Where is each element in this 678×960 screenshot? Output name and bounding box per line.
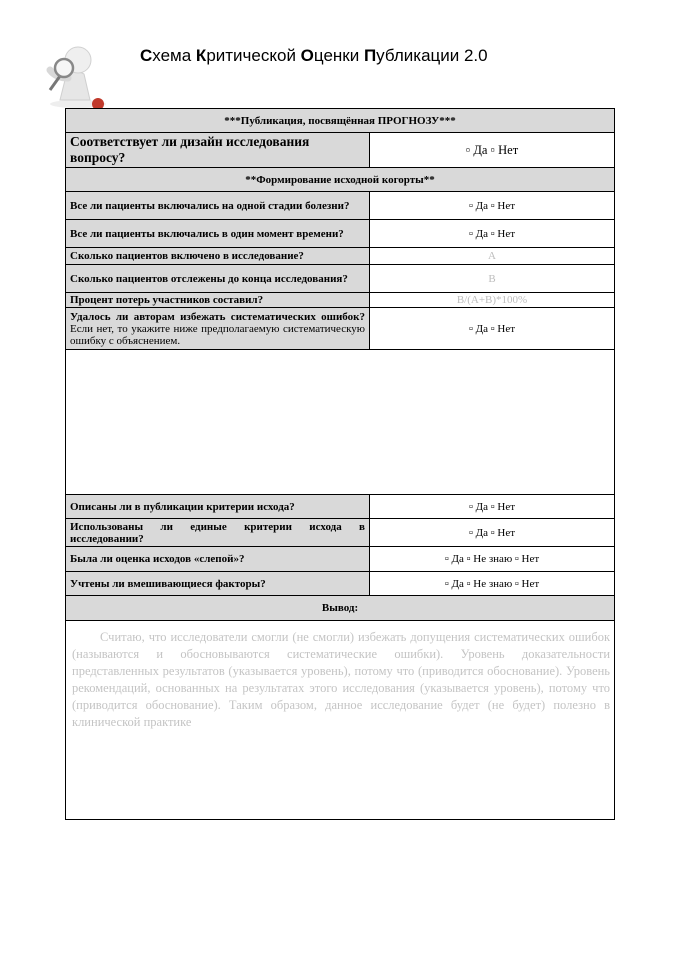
question-design: Соответствует ли дизайн исследования вопросу? — [66, 133, 370, 168]
answer-blind-assessment[interactable]: ▫ Да ▫ Не знаю ▫ Нет — [370, 547, 615, 572]
answer-same-stage[interactable]: ▫ Да ▫ Нет — [370, 192, 615, 220]
section-header-cohort: **Формирование исходной когорты** — [66, 168, 615, 192]
logo-magnifier-figure — [38, 38, 114, 110]
question-patients-followed: Сколько пациентов отслежены до конца исследования? — [66, 265, 370, 293]
conclusion-label: Вывод: — [66, 596, 615, 621]
title-initial-1: К — [195, 46, 207, 65]
question-outcome-criteria: Описаны ли в публикации критерии исхода? — [66, 495, 370, 519]
answer-patients-included[interactable]: A — [370, 248, 615, 265]
section-header-prognosis: ***Публикация, посвящённая ПРОГНОЗУ*** — [66, 109, 615, 133]
question-bias-bold: Удалось ли авторам избежать систематических ошибок? — [70, 310, 365, 323]
answer-confounders[interactable]: ▫ Да ▫ Не знаю ▫ Нет — [370, 572, 615, 596]
conclusion-text[interactable]: Считаю, что исследователи смогли (не смогли) избежать допущения систематических ошибок (называются и обосновываются систематические ошибки). Уровень доказательности представленных результатов (указывается уровень), потому что (приводится обоснование). Уровень рекомендаций, основанных на результатах этого исследования (указывается уровень), потому что (приводится обоснование). Таким образом, данное исследование будет (не будет) полезно в клинической практике — [66, 621, 615, 820]
answer-bias[interactable]: ▫ Да ▫ Нет — [370, 308, 615, 350]
title-part-3: убликации 2.0 — [376, 46, 488, 65]
question-confounders: Учтены ли вмешивающиеся факторы? — [66, 572, 370, 596]
question-blind-assessment: Была ли оценка исходов «слепой»? — [66, 547, 370, 572]
title-part-2: ценки — [313, 46, 364, 65]
page-title — [140, 46, 488, 66]
title-part-1: ритической — [206, 46, 301, 65]
question-loss-percent: Процент потерь участников составил? — [66, 293, 370, 308]
answer-loss-percent[interactable]: B/(A+B)*100% — [370, 293, 615, 308]
question-bias — [66, 308, 370, 350]
answer-patients-followed[interactable]: B — [370, 265, 615, 293]
title-initial-3: П — [363, 46, 377, 65]
answer-uniform-criteria[interactable]: ▫ Да ▫ Нет — [370, 519, 615, 547]
bias-explanation-area[interactable] — [66, 350, 615, 495]
question-bias-note: Если нет, то укажите ниже предполагаемую систематическую ошибку с объяснением. — [70, 322, 365, 347]
answer-design-checkboxes[interactable]: ▫ Да ▫ Нет — [370, 133, 615, 168]
question-uniform-criteria: Использованы ли единые критерии исхода в исследовании? — [66, 519, 370, 547]
appraisal-form-table — [65, 108, 615, 820]
title-part-0: хема — [152, 46, 196, 65]
title-initial-0: С — [140, 46, 153, 65]
question-same-stage: Все ли пациенты включались на одной стадии болезни? — [66, 192, 370, 220]
question-same-time: Все ли пациенты включались в один момент времени? — [66, 220, 370, 248]
answer-same-time[interactable]: ▫ Да ▫ Нет — [370, 220, 615, 248]
question-patients-included: Сколько пациентов включено в исследование? — [66, 248, 370, 265]
answer-outcome-criteria[interactable]: ▫ Да ▫ Нет — [370, 495, 615, 519]
title-initial-2: О — [300, 46, 314, 65]
